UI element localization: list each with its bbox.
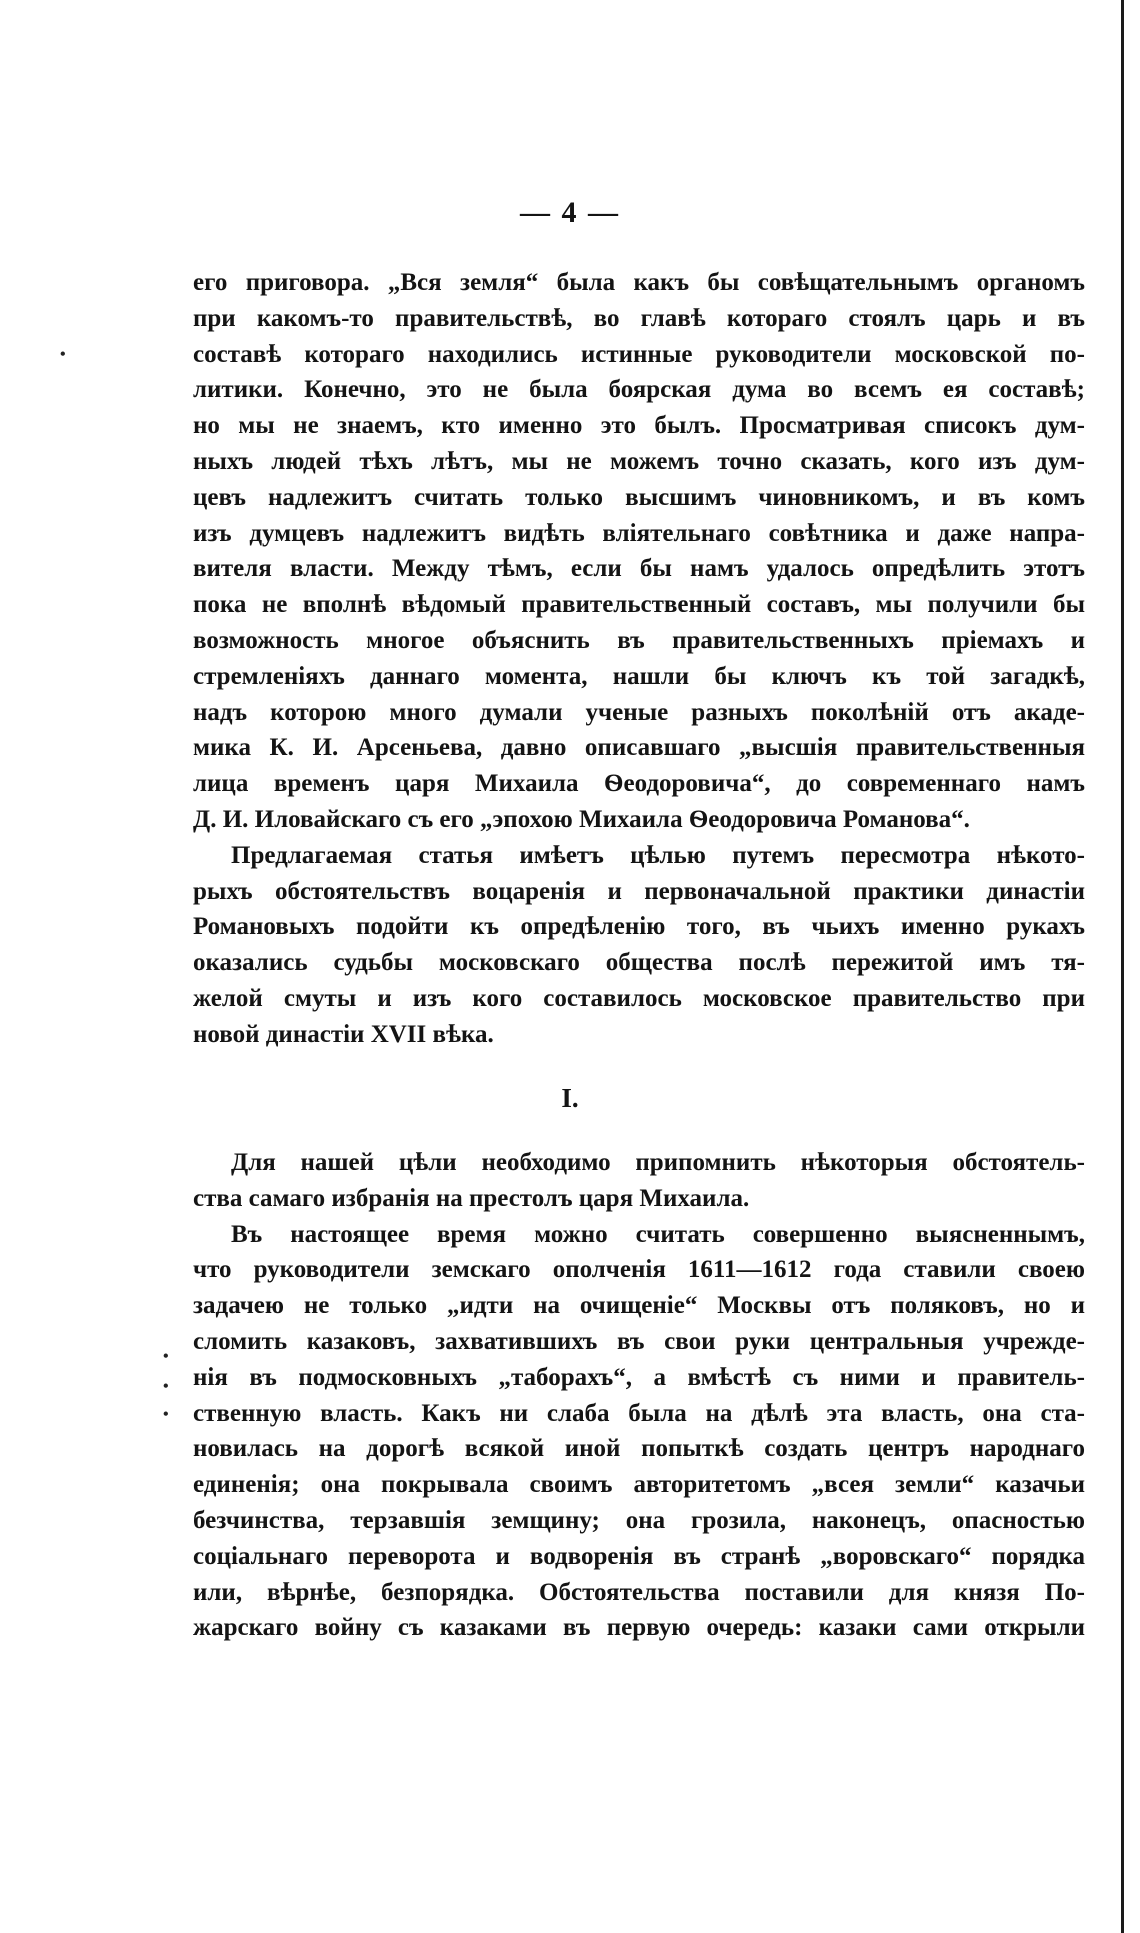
text-line: ственную власть. Какъ ни слаба была на дѣлѣ эта власть, она ста- [193, 1399, 1085, 1427]
text-line: оказались судьбы московскаго общества послѣ пережитой имъ тя- [193, 949, 1085, 977]
text-block-intro [193, 265, 1085, 1053]
text-line: ныхъ людей тѣхъ лѣтъ, мы не можемъ точно сказать, кого изъ дум- [193, 447, 1085, 475]
text-line: задачею не только „идти на очищеніе“ Москвы отъ поляковъ, но и [193, 1292, 1085, 1320]
text-line: сломить казаковъ, захватившихъ въ свои руки центральныя учрежде- [193, 1327, 1085, 1355]
text-line: возможность многое объяснить въ правительственныхъ пріемахъ и [193, 626, 1085, 654]
text-line: но мы не знаемъ, кто именно это былъ. Просматривая списокъ дум- [193, 412, 1085, 440]
text-line: нія въ подмосковныхъ „таборахъ“, а вмѣстѣ съ ними и правитель- [193, 1363, 1085, 1391]
margin-dot: • [163, 1348, 169, 1365]
text-line: цевъ надлежитъ считать только высшимъ чиновникомъ, и въ комъ [193, 483, 1085, 511]
text-block-section-one [193, 1145, 1085, 1646]
text-line: желой смуты и изъ кого составилось московское правительство при [193, 984, 1085, 1012]
text-line: Романовыхъ подойти къ опредѣленію того, въ чьихъ именно рукахъ [193, 913, 1085, 941]
text-line: Предлагаемая статья имѣетъ цѣлью путемъ пересмотра нѣкото- [231, 841, 1085, 869]
text-line: Для нашей цѣли необходимо припомнить нѣкоторыя обстоятель- [231, 1149, 1085, 1176]
text-line: новилась на дорогѣ всякой иной попыткѣ создать центръ народнаго [193, 1435, 1085, 1463]
text-line: пока не вполнѣ вѣдомый правительственный составъ, мы получили бы [193, 591, 1085, 619]
text-line: лица временъ царя Михаила Ѳеодоровича“, до современнаго намъ [193, 770, 1085, 798]
text-line: единенія; она покрывала своимъ авторитетомъ „всея земли“ казачьи [193, 1471, 1085, 1499]
text-line: его приговора. „Вся земля“ была какъ бы совѣщательнымъ органомъ [193, 269, 1085, 296]
margin-dot: • [163, 1406, 169, 1423]
margin-dot: • [163, 1378, 169, 1395]
text-line: новой династіи XVII вѣка. [193, 1020, 494, 1048]
paragraph [193, 265, 1085, 838]
text-line: рыхъ обстоятельствъ воцаренія и первоначальной практики династіи [193, 877, 1085, 905]
text-line: Въ настоящее время можно считать совершенно выясненнымъ, [231, 1220, 1085, 1248]
paragraph [193, 838, 1085, 1053]
text-line: составѣ котораго находились истинные руководители московской по- [193, 340, 1085, 368]
paragraph [193, 1217, 1085, 1647]
text-line: литики. Конечно, это не была боярская дума во всемъ ея составѣ; [193, 376, 1085, 404]
text-line: изъ думцевъ надлежитъ видѣть вліятельнаго совѣтника и даже напра- [193, 519, 1085, 547]
text-line: или, вѣрнѣе, безпорядка. Обстоятельства поставили для князя По- [193, 1578, 1085, 1606]
section-heading: I. [561, 1083, 579, 1113]
text-line: что руководители земскаго ополченія 1611—1612 года ставили своею [193, 1256, 1085, 1284]
text-line: при какомъ-то правительствѣ, во главѣ котораго стоялъ царь и въ [193, 304, 1085, 332]
text-line: Д. И. Иловайскаго съ его „эпохою Михаила Ѳеодоровича Романова“. [193, 805, 970, 833]
page-edge-border [1121, 0, 1124, 1933]
page-number: — 4 — [520, 196, 620, 229]
text-line: надъ которою много думали ученые разныхъ поколѣній отъ акаде- [193, 698, 1085, 726]
text-line: безчинства, терзавшія земщину; она грозила, наконецъ, опасностью [193, 1506, 1085, 1534]
text-line: ства самаго избранія на престолъ царя Михаила. [193, 1184, 750, 1212]
paragraph [193, 1145, 1085, 1217]
text-line: мика К. И. Арсеньева, давно описавшаго „высшія правительственныя [193, 734, 1085, 762]
text-line: жарскаго войну съ казаками въ первую очередь: казаки сами открыли [193, 1614, 1085, 1642]
margin-dot: • [60, 346, 66, 363]
text-line: стремленіяхъ даннаго момента, нашли бы ключъ къ той загадкѣ, [193, 662, 1085, 690]
text-line: соціальнаго переворота и водворенія въ странѣ „воровскаго“ порядка [193, 1542, 1085, 1570]
text-line: вителя власти. Между тѣмъ, если бы намъ удалось опредѣлить этотъ [193, 555, 1085, 583]
